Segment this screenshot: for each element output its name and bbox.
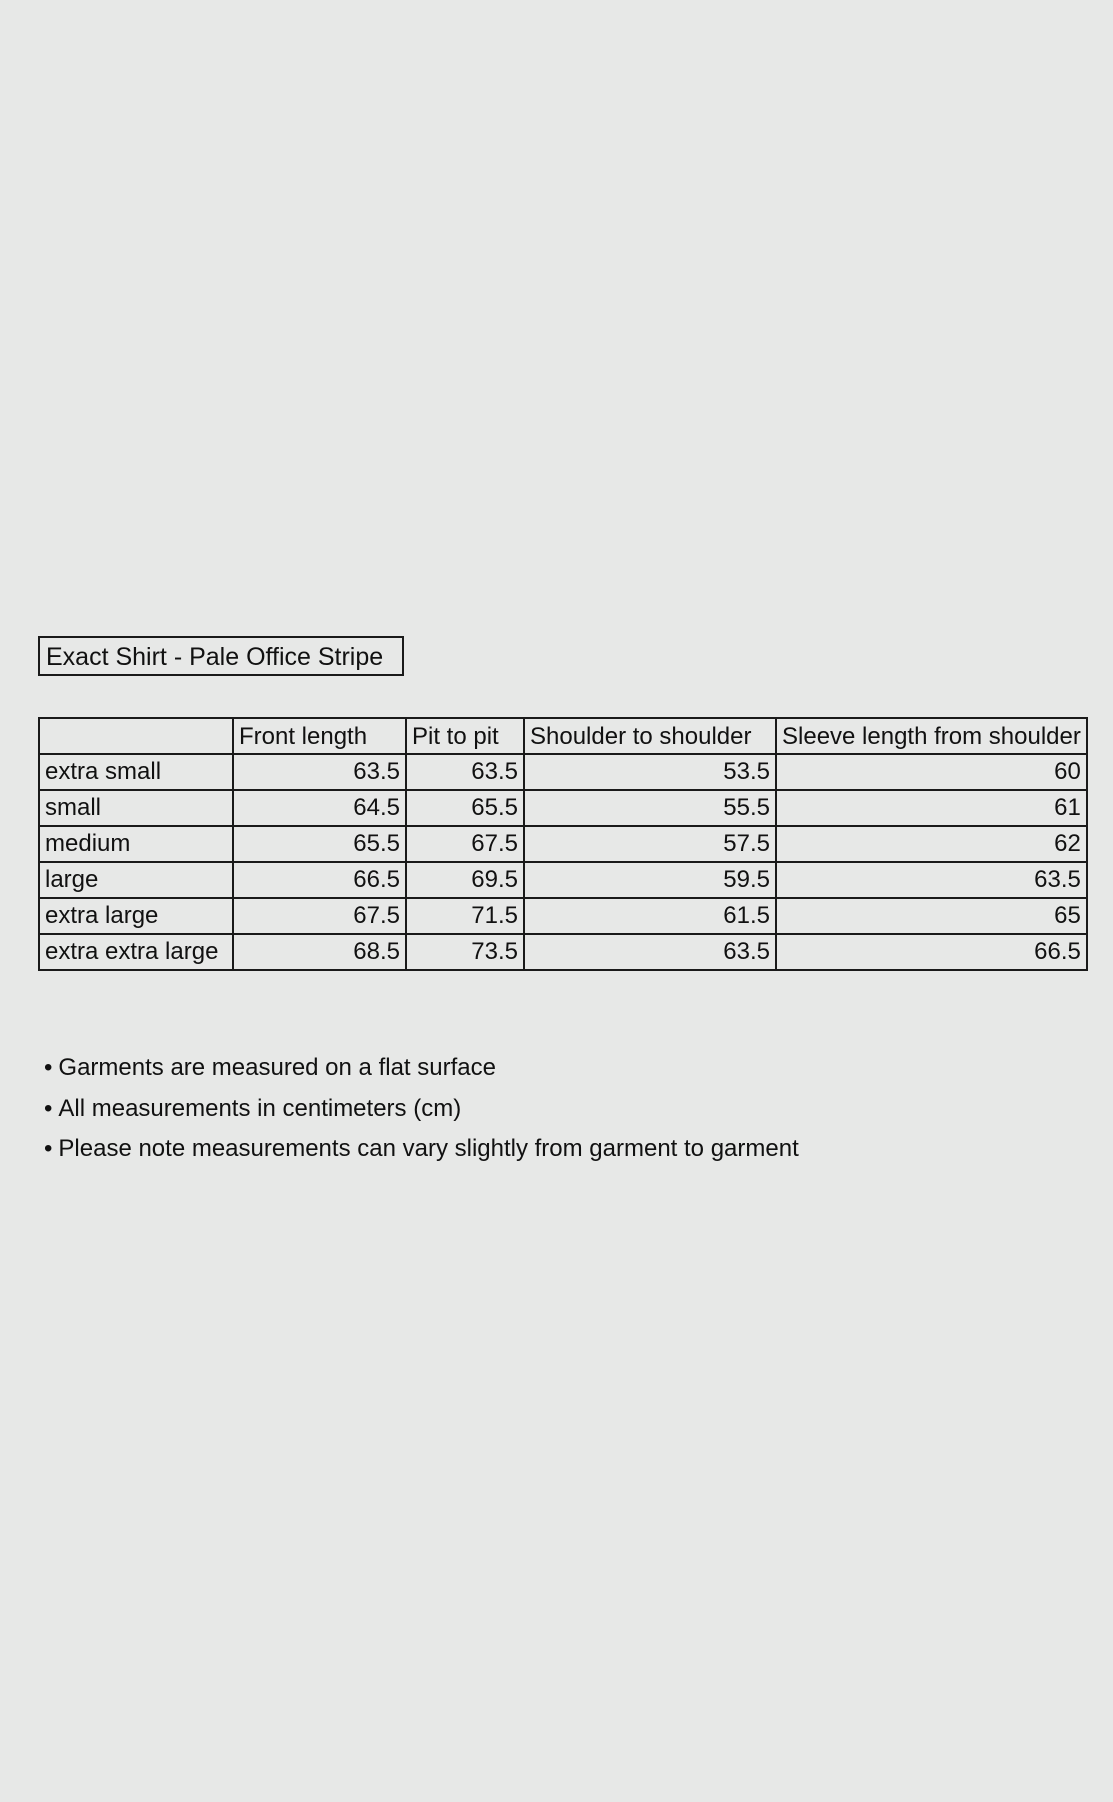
pit-to-pit-value: 71.5 [406, 898, 524, 934]
pit-to-pit-value: 73.5 [406, 934, 524, 970]
size-chart-table [38, 717, 1088, 971]
front-length-value: 65.5 [233, 826, 406, 862]
note-text: All measurements in centimeters (cm) [58, 1094, 462, 1122]
note-text: Garments are measured on a flat surface [58, 1054, 496, 1081]
header-size [39, 718, 233, 754]
table-row [39, 862, 1087, 898]
shoulder-value: 55.5 [524, 790, 776, 826]
note-text: Please note measurements can vary slightly from garment to garment [58, 1135, 799, 1163]
table-header-row [39, 718, 1087, 754]
size-label: extra large [39, 898, 233, 934]
note-item [44, 1089, 799, 1130]
bullet-icon: • [44, 1135, 53, 1163]
header-pit-to-pit: Pit to pit [406, 718, 524, 754]
size-label: small [39, 790, 233, 826]
size-label: medium [39, 826, 233, 862]
note-item [44, 1048, 799, 1089]
pit-to-pit-value: 63.5 [406, 754, 524, 790]
pit-to-pit-value: 65.5 [406, 790, 524, 826]
table-row [39, 754, 1087, 790]
sleeve-value: 63.5 [776, 862, 1087, 898]
bullet-icon: • [44, 1094, 53, 1122]
note-item [44, 1129, 799, 1170]
shoulder-value: 53.5 [524, 754, 776, 790]
table-row [39, 898, 1087, 934]
table-row [39, 826, 1087, 862]
table-row [39, 790, 1087, 826]
size-chart-title: Exact Shirt - Pale Office Stripe [38, 636, 404, 676]
front-length-value: 68.5 [233, 934, 406, 970]
measurement-notes [44, 1048, 799, 1170]
table-row [39, 934, 1087, 970]
shoulder-value: 61.5 [524, 898, 776, 934]
shoulder-value: 63.5 [524, 934, 776, 970]
front-length-value: 67.5 [233, 898, 406, 934]
sleeve-value: 60 [776, 754, 1087, 790]
header-sleeve-length: Sleeve length from shoulder [776, 718, 1087, 754]
header-front-length: Front length [233, 718, 406, 754]
pit-to-pit-value: 69.5 [406, 862, 524, 898]
front-length-value: 64.5 [233, 790, 406, 826]
sleeve-value: 61 [776, 790, 1087, 826]
shoulder-value: 59.5 [524, 862, 776, 898]
pit-to-pit-value: 67.5 [406, 826, 524, 862]
front-length-value: 63.5 [233, 754, 406, 790]
size-label: extra small [39, 754, 233, 790]
sleeve-value: 66.5 [776, 934, 1087, 970]
shoulder-value: 57.5 [524, 826, 776, 862]
size-label: extra extra large [39, 934, 233, 970]
size-label: large [39, 862, 233, 898]
bullet-icon: • [44, 1054, 53, 1081]
header-shoulder-to-shoulder: Shoulder to shoulder [524, 718, 776, 754]
front-length-value: 66.5 [233, 862, 406, 898]
sleeve-value: 65 [776, 898, 1087, 934]
sleeve-value: 62 [776, 826, 1087, 862]
